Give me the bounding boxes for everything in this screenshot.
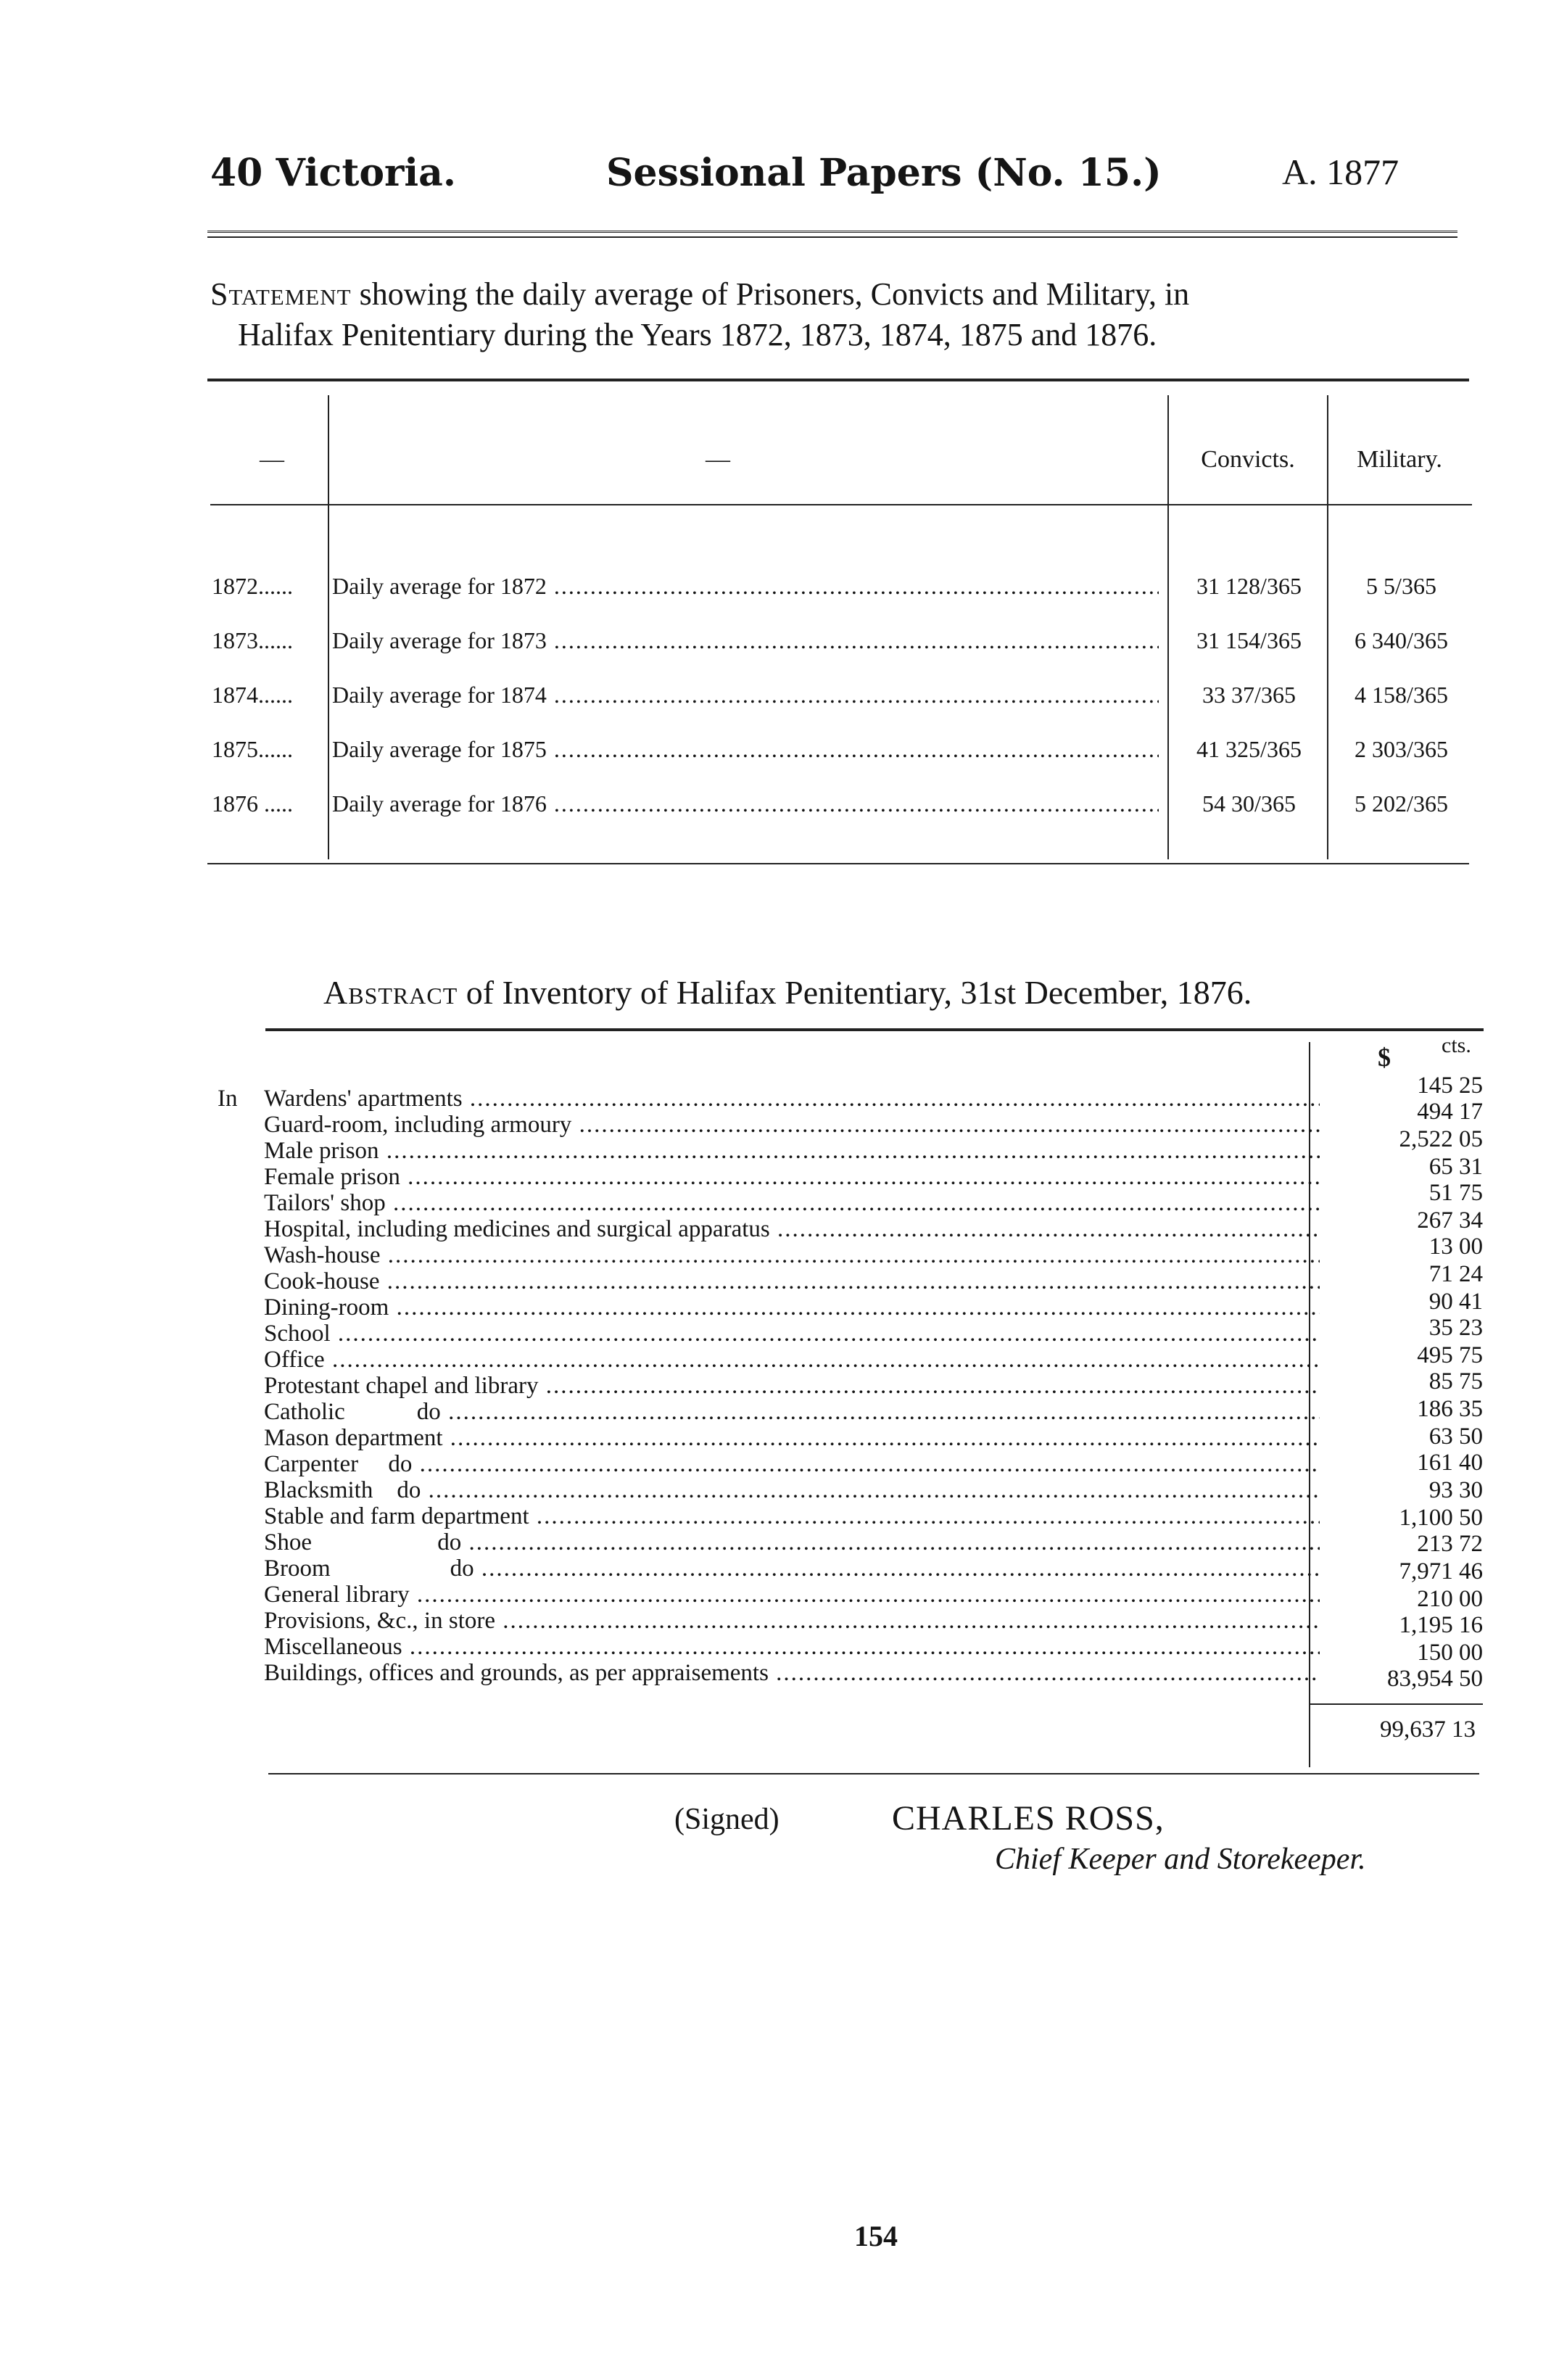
item-label: Shoe do ..... — [264, 1529, 1320, 1555]
col-head-military: Military. — [1357, 446, 1442, 473]
list-item — [218, 1373, 1320, 1399]
item-label: Wardens' apartments ..... — [264, 1086, 1320, 1112]
list-item — [218, 1634, 1320, 1660]
item-amount: 267 34 — [1417, 1207, 1483, 1234]
header-left: 40 Victoria. — [210, 151, 456, 195]
statement-title-lead: Statement — [210, 276, 352, 312]
list-item — [218, 1268, 1320, 1294]
list-item — [218, 1660, 1320, 1686]
list-item — [218, 1399, 1320, 1425]
list-item — [218, 1529, 1320, 1555]
statement-bottom-rule — [207, 863, 1469, 864]
row-convicts: 31 154/365 — [1196, 627, 1302, 653]
table-row — [210, 573, 1472, 616]
item-label: Mason department ..... — [264, 1425, 1320, 1451]
item-label: Provisions, &c., in store ..... — [264, 1608, 1320, 1634]
item-amount: 13 00 — [1428, 1234, 1483, 1260]
list-item — [218, 1216, 1320, 1242]
item-amount: 210 00 — [1417, 1586, 1483, 1612]
item-amount: 2,522 05 — [1399, 1126, 1483, 1152]
item-amount: 494 17 — [1417, 1099, 1483, 1125]
item-label: Female prison ..... — [264, 1164, 1320, 1190]
item-amount: 93 30 — [1428, 1477, 1483, 1503]
item-amount: 83,954 50 — [1387, 1666, 1483, 1692]
list-item — [218, 1451, 1320, 1477]
statement-title-line2: Halifax Penitentiary during the Years 1872, 1873, 1874, 1875 and 1876. — [238, 317, 1157, 352]
row-military: 5 202/365 — [1355, 790, 1448, 817]
row-convicts: 33 37/365 — [1202, 682, 1296, 708]
list-item — [218, 1164, 1320, 1190]
statement-table — [210, 395, 1472, 859]
col-head-convicts: Convicts. — [1201, 446, 1295, 473]
currency-cents: cts. — [1442, 1033, 1471, 1057]
item-amount: 213 72 — [1417, 1531, 1483, 1557]
row-year: 1876 ..... — [212, 790, 293, 817]
statement-header-rule — [210, 504, 1472, 505]
list-item — [218, 1608, 1320, 1634]
row-year: 1872...... — [212, 573, 293, 599]
table-row — [210, 790, 1472, 834]
item-label: Broom do ..... — [264, 1555, 1320, 1582]
item-amount: 1,195 16 — [1399, 1612, 1483, 1638]
item-amount: 161 40 — [1417, 1450, 1483, 1476]
signer-title: Chief Keeper and Storekeeper. — [995, 1843, 1366, 1876]
item-label: Miscellaneous ..... — [264, 1634, 1320, 1660]
item-amount: 71 24 — [1428, 1261, 1483, 1287]
header-rule-2 — [207, 236, 1457, 238]
item-label: Blacksmith do ..... — [264, 1477, 1320, 1503]
item-amount: 51 75 — [1428, 1180, 1483, 1206]
row-convicts: 41 325/365 — [1196, 736, 1302, 762]
row-military: 6 340/365 — [1355, 627, 1448, 653]
item-label: Cook-house ..... — [264, 1268, 1320, 1294]
item-label: General library ..... — [264, 1582, 1320, 1608]
header-center: Sessional Papers (No. 15.) — [606, 151, 1162, 195]
list-item — [218, 1477, 1320, 1503]
item-amount: 35 23 — [1428, 1315, 1483, 1341]
signed-label: (Signed) — [674, 1803, 779, 1836]
item-label: School ..... — [264, 1321, 1320, 1347]
col-head-year: — — [260, 446, 284, 473]
currency-dollar: $ — [1378, 1043, 1391, 1072]
row-military: 5 5/365 — [1366, 573, 1436, 599]
list-item — [218, 1425, 1320, 1451]
item-label: Guard-room, including armoury ..... — [264, 1112, 1320, 1138]
item-amount: 65 31 — [1428, 1154, 1483, 1180]
list-item — [218, 1555, 1320, 1582]
header-right: A. 1877 — [1282, 152, 1399, 192]
row-year: 1875...... — [212, 736, 293, 762]
row-desc: Daily average for 1872 ..... — [332, 573, 1159, 600]
row-year: 1873...... — [212, 627, 293, 653]
list-item — [218, 1582, 1320, 1608]
item-amount: 90 41 — [1428, 1289, 1483, 1315]
list-item — [218, 1242, 1320, 1268]
row-convicts: 31 128/365 — [1196, 573, 1302, 599]
row-desc: Daily average for 1876 ..... — [332, 790, 1159, 817]
row-desc: Daily average for 1874 ..... — [332, 682, 1159, 708]
row-convicts: 54 30/365 — [1202, 790, 1296, 817]
row-year: 1874...... — [212, 682, 293, 708]
item-label: Carpenter do ..... — [264, 1451, 1320, 1477]
statement-title-line1: showing the daily average of Prisoners, Convicts and Military, in — [359, 276, 1190, 312]
page-number: 154 — [854, 2220, 898, 2252]
item-label: Protestant chapel and library ..... — [264, 1373, 1320, 1399]
signer-name: CHARLES ROSS, — [892, 1799, 1165, 1838]
list-item — [218, 1347, 1320, 1373]
inventory-total: 99,637 13 — [1380, 1716, 1476, 1743]
item-label: Male prison ..... — [264, 1138, 1320, 1164]
abstract-bottom-rule — [268, 1773, 1479, 1774]
item-label: Buildings, offices and grounds, as per appraisements ..... — [264, 1660, 1320, 1686]
item-amount: 85 75 — [1428, 1368, 1483, 1394]
abstract-top-rule — [265, 1028, 1484, 1031]
row-desc: Daily average for 1873 ..... — [332, 627, 1159, 654]
col-head-desc: — — [706, 446, 730, 473]
row-military: 4 158/365 — [1355, 682, 1448, 708]
item-amount: 7,971 46 — [1399, 1558, 1483, 1584]
table-row — [210, 682, 1472, 725]
item-amount: 145 25 — [1417, 1073, 1483, 1099]
list-item — [218, 1112, 1320, 1138]
item-amount: 150 00 — [1417, 1640, 1483, 1666]
list-item — [218, 1190, 1320, 1216]
abstract-title-rest: of Inventory of Halifax Penitentiary, 31st December, 1876. — [466, 974, 1252, 1011]
item-amount: 186 35 — [1417, 1396, 1483, 1422]
statement-top-rule — [207, 379, 1469, 381]
item-label: Tailors' shop ..... — [264, 1190, 1320, 1216]
table-row — [210, 736, 1472, 780]
statement-title — [210, 274, 1457, 355]
abstract-title — [323, 973, 1252, 1012]
list-item — [218, 1321, 1320, 1347]
list-item — [218, 1294, 1320, 1321]
item-label: Dining-room ..... — [264, 1294, 1320, 1321]
item-label: Catholic do ..... — [264, 1399, 1320, 1425]
row-desc: Daily average for 1875 ..... — [332, 736, 1159, 763]
item-label: Wash-house ..... — [264, 1242, 1320, 1268]
item-label: Stable and farm department ..... — [264, 1503, 1320, 1529]
row-military: 2 303/365 — [1355, 736, 1448, 762]
total-rule — [1309, 1703, 1483, 1705]
item-amount: 495 75 — [1417, 1342, 1483, 1368]
item-label: Office ..... — [264, 1347, 1320, 1373]
item-amount: 63 50 — [1428, 1424, 1483, 1450]
item-amount: 1,100 50 — [1399, 1505, 1483, 1531]
abstract-title-lead: Abstract — [323, 974, 458, 1011]
inventory-prefix: In — [218, 1086, 238, 1112]
list-item — [218, 1086, 1320, 1112]
header-rule — [207, 231, 1457, 233]
list-item — [218, 1138, 1320, 1164]
list-item — [218, 1503, 1320, 1529]
item-label: Hospital, including medicines and surgical apparatus ..... — [264, 1216, 1320, 1242]
table-row — [210, 627, 1472, 671]
